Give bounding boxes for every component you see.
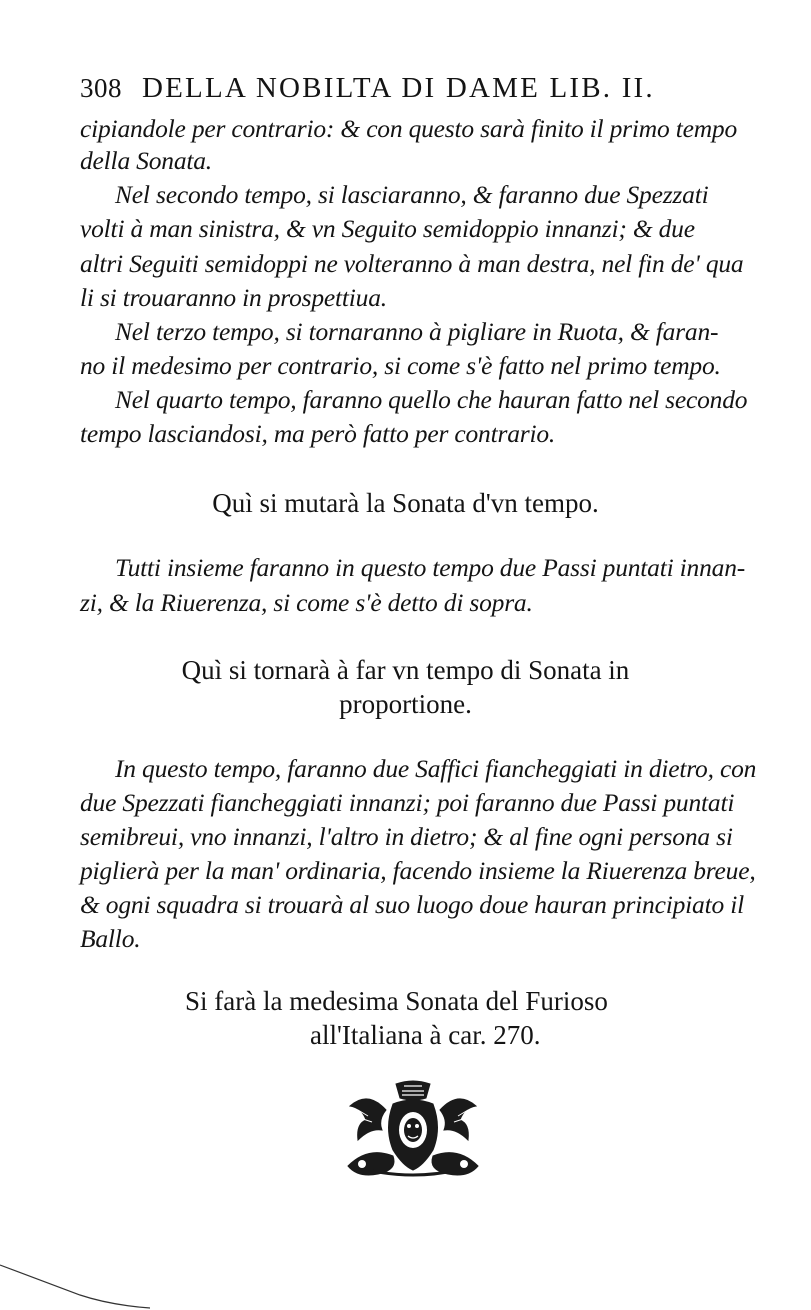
- section-heading: Quì si tornarà à far vn tempo di Sonata in: [181, 655, 630, 685]
- text-line: no il medesimo per contrario, si come s'è fatto nel primo tempo.: [80, 351, 721, 380]
- text-line: semibreui, vno innanzi, l'altro in dietro; & al fine ogni persona si: [80, 822, 733, 851]
- closing-line: Si farà la medesima Sonata del Furioso: [185, 986, 608, 1016]
- text-line: li si trouaranno in prospettiua.: [80, 283, 387, 312]
- text-line: cipiandole per contrario: & con questo sarà finito il primo tempo: [80, 114, 738, 143]
- scratch-mark: [0, 1250, 160, 1310]
- text-line: piglierà per la man' ordinaria, facendo insieme la Riuerenza breue,: [80, 856, 756, 885]
- running-header: [80, 72, 720, 108]
- printer-ornament-icon: [338, 1080, 488, 1180]
- text-line: In questo tempo, faranno due Saffici fiancheggiati in dietro, con: [115, 754, 757, 783]
- text-line: Nel quarto tempo, faranno quello che hauran fatto nel secondo: [115, 385, 748, 414]
- text-line: Nel terzo tempo, si tornaranno à pigliare in Ruota, & faran-: [115, 317, 719, 346]
- text-line: & ogni squadra si trouarà al suo luogo doue hauran principiato il: [80, 890, 744, 919]
- text-line: due Spezzati fiancheggiati innanzi; poi faranno due Passi puntati: [80, 788, 735, 817]
- text-line: volti à man sinistra, & vn Seguito semidoppio innanzi; & due: [80, 214, 695, 243]
- text-line: della Sonata.: [80, 146, 212, 175]
- text-line: Tutti insieme faranno in questo tempo due Passi puntati innan-: [115, 553, 746, 582]
- section-heading: Quì si mutarà la Sonata d'vn tempo.: [212, 488, 599, 518]
- text-line: zi, & la Riuerenza, si come s'è detto di sopra.: [80, 588, 533, 617]
- text-line: altri Seguiti semidoppi ne volteranno à man destra, nel fin de' qua: [80, 249, 744, 278]
- closing-line: all'Italiana à car. 270.: [310, 1020, 541, 1050]
- running-title: DELLA NOBILTA DI DAME LIB. II.: [142, 72, 655, 104]
- text-line: Ballo.: [80, 924, 141, 953]
- text-line: tempo lasciandosi, ma però fatto per contrario.: [80, 419, 556, 448]
- text-line: Nel secondo tempo, si lasciaranno, & faranno due Spezzati: [115, 180, 709, 209]
- section-heading-continuation: proportione.: [339, 689, 472, 719]
- page-number: 308: [80, 73, 122, 103]
